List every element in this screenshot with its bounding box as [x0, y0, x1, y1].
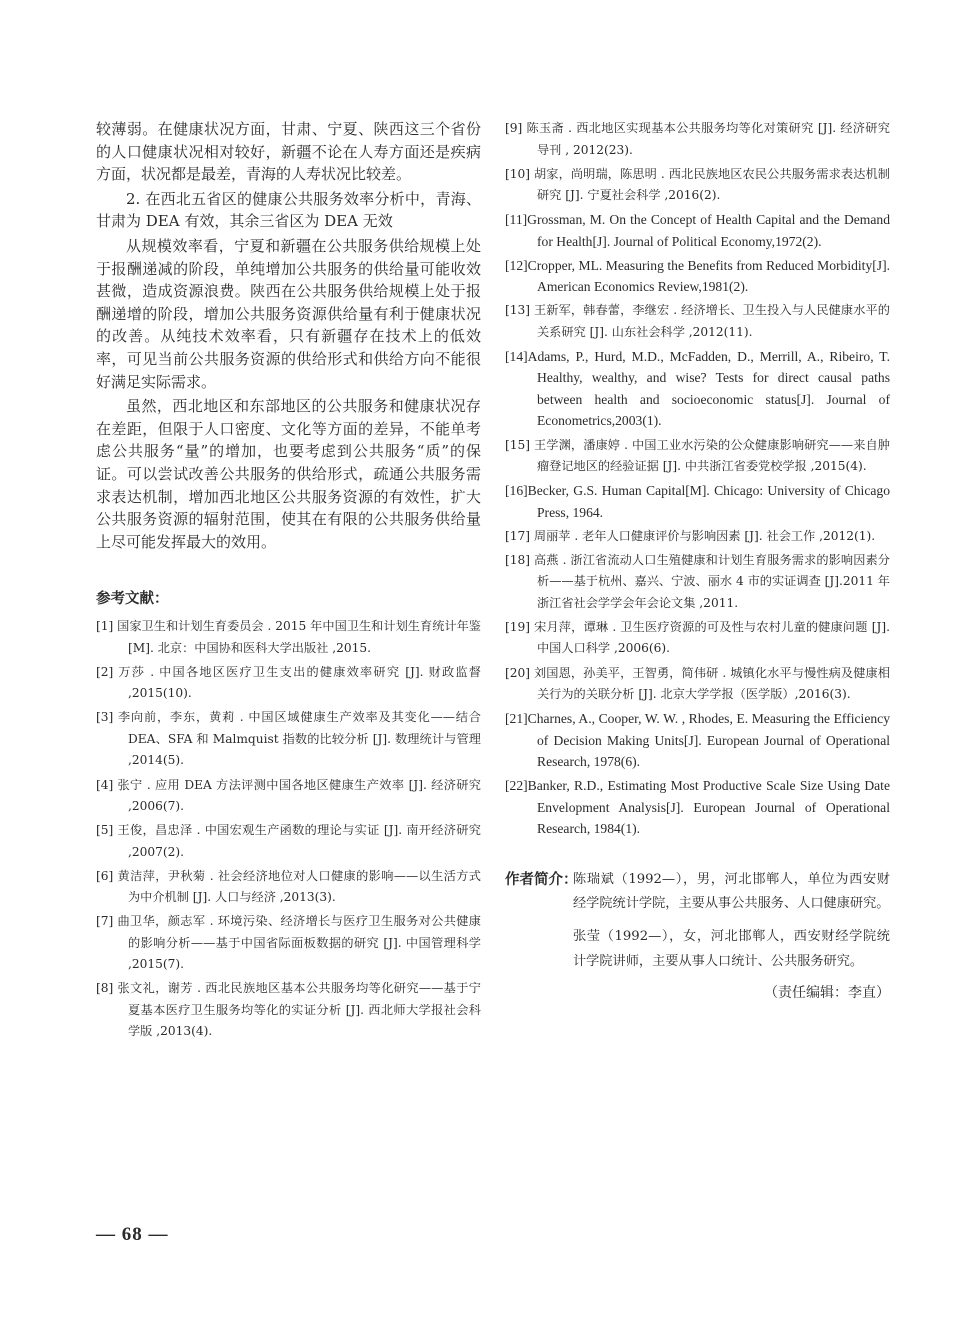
- reference-item: [2] 万莎 . 中国各地区医疗卫生支出的健康效率研究 [J]. 财政监督 ,2015(10).: [96, 664, 481, 701]
- reference-item: [22]Banker, R.D., Estimating Most Productive Scale Size Using Date Envelopment Analysis[J]. European Journal of Operational Research, 1984(1).: [505, 778, 890, 837]
- body-paragraph: 虽然，西北地区和东部地区的公共服务和健康状况存在差距，但限于人口密度、文化等方面的差异，不能单考虑公共服务“量”的增加，也要考虑到公共服务“质”的保证。可以尝试改善公共服务的供给形式，疏通公共服务需求表达机制，增加西北地区公共服务资源的有效性，扩大公共服务资源的辐射范围，使其在有限的公共服务供给量上尽可能发挥最大的效用。: [96, 397, 481, 551]
- reference-item: [10] 胡家，尚明瑞，陈思明 . 西北民族地区农民公共服务需求表达机制研究 [J]. 宁夏社会科学 ,2016(2).: [505, 166, 890, 203]
- reference-item: [9] 陈玉斋 . 西北地区实现基本公共服务均等化对策研究 [J]. 经济研究导刊 , 2012(23).: [505, 121, 890, 157]
- author-paragraph: 陈瑞斌（1992—），男，河北邯郸人，单位为西安财经学院统计学院，主要从事公共服务、人口健康研究。: [573, 871, 890, 912]
- reference-item: [16]Becker, G.S. Human Capital[M]. Chicago: University of Chicago Press, 1964.: [505, 483, 890, 520]
- right-column: [505, 118, 890, 1002]
- reference-item: [14]Adams, P., Hurd, M.D., McFadden, D., Merrill, A., Ribeiro, T. Healthy, wealthy, and wise? Tests for direct causal paths between health and socioeconomic status[J]. Journal of Econometrics,2003(1).: [505, 348, 890, 429]
- reference-item: [19] 宋月萍，谭琳 . 卫生医疗资源的可及性与农村儿童的健康问题 [J]. 中国人口科学 ,2006(6).: [505, 619, 890, 656]
- author-body: [573, 868, 890, 974]
- reference-item: [8] 张文礼，谢芳 . 西北民族地区基本公共服务均等化研究——基于宁夏基本医疗卫生服务均等化的实证分析 [J]. 西北师大学报社会科学版 ,2013(4).: [96, 981, 481, 1039]
- reference-item: [20] 刘国恩，孙美平，王智勇，简伟研 . 城镇化水平与慢性病及健康相关行为的关联分析 [J]. 北京大学学报（医学版）,2016(3).: [505, 665, 890, 702]
- reference-item: [5] 王俊，昌忠泽 . 中国宏观生产函数的理论与实证 [J]. 南开经济研究 ,2007(2).: [96, 823, 481, 859]
- author-label: 作者简介：: [505, 871, 578, 888]
- body-paragraph: 2. 在西北五省区的健康公共服务效率分析中，青海、甘肃为 DEA 有效，其余三省区为 DEA 无效: [96, 189, 481, 231]
- page-number: — 68 —: [96, 1224, 169, 1245]
- reference-item: [18] 高燕 . 浙江省流动人口生殖健康和计划生育服务需求的影响因素分析——基于杭州、嘉兴、宁波、丽水 4 市的实证调查 [J].2011 年浙江省社会学学会年会论文集 ,2011.: [505, 552, 890, 610]
- reference-item: [12]Cropper, ML. Measuring the Benefits from Reduced Morbidity[J]. American Economics Review,1981(2).: [505, 257, 890, 295]
- author-paragraph: 张莹（1992—），女，河北邯郸人，西安财经学院统计学院讲师，主要从事人口统计、公共服务研究。: [573, 929, 890, 969]
- left-column: [96, 118, 481, 1046]
- references-heading: 参考文献：: [96, 591, 169, 608]
- reference-item: [4] 张宁 . 应用 DEA 方法评测中国各地区健康生产效率 [J]. 经济研究 ,2006(7).: [96, 777, 481, 814]
- body-paragraph: 从规模效率看，宁夏和新疆在公共服务供给规模上处于报酬递减的阶段，单纯增加公共服务的供给量可能收效甚微，造成资源浪费。陕西在公共服务供给规模上处于报酬递增的阶段，增加公共服务资源供给量有利于健康状况的改善。从纯技术效率看，只有新疆存在技术上的低效率，可见当前公共服务资源的供给形式和供给方向不能很好满足实际需求。: [96, 236, 481, 391]
- references-list-right: [505, 118, 890, 840]
- body-paragraph: 较薄弱。在健康状况方面，甘肃、宁夏、陕西这三个省份的人口健康状况相对较好，新疆不论在人寿方面还是疾病方面，状况都是最差，青海的人寿状况比较差。: [96, 120, 481, 184]
- reference-item: [7] 曲卫华，颜志军 . 环境污染、经济增长与医疗卫生服务对公共健康的影响分析——基于中国省际面板数据的研究 [J]. 中国管理科学 ,2015(7).: [96, 914, 481, 972]
- references-list-left: [96, 616, 481, 1043]
- reference-item: [6] 黄洁萍，尹秋菊 . 社会经济地位对人口健康的影响——以生活方式为中介机制 [J]. 人口与经济 ,2013(3).: [96, 868, 481, 905]
- reference-item: [11]Grossman, M. On the Concept of Health Capital and the Demand for Health[J]. Journal of Political Economy,1972(2).: [505, 212, 890, 249]
- editor-note: （责任编辑：李直）: [764, 984, 890, 1001]
- reference-item: [15] 王学渊，潘康婷 . 中国工业水污染的公众健康影响研究——来自肿瘤登记地区的经验证据 [J]. 中共浙江省委党校学报 ,2015(4).: [505, 437, 890, 474]
- reference-item: [3] 李向前，李东，黄莉 . 中国区域健康生产效率及其变化——结合 DEA、SFA 和 Malmquist 指数的比较分析 [J]. 数理统计与管理 ,2014(5).: [96, 710, 481, 768]
- reference-item: [13] 王新军，韩春蕾，李继宏 . 经济增长、卫生投入与人民健康水平的关系研究 [J]. 山东社会科学 ,2012(11).: [505, 303, 890, 339]
- reference-item: [1] 国家卫生和计划生育委员会 . 2015 年中国卫生和计划生育统计年鉴 [M]. 北京：中国协和医科大学出版社 ,2015.: [96, 619, 481, 655]
- reference-item: [21]Charnes, A., Cooper, W. W. , Rhodes, E. Measuring the Efficiency of Decision Making Units[J]. European Journal of Operational Research, 1978(6).: [505, 711, 890, 770]
- author-info: [505, 868, 890, 974]
- reference-item: [17] 周丽苹 . 老年人口健康评价与影响因素 [J]. 社会工作 ,2012(1).: [505, 528, 876, 543]
